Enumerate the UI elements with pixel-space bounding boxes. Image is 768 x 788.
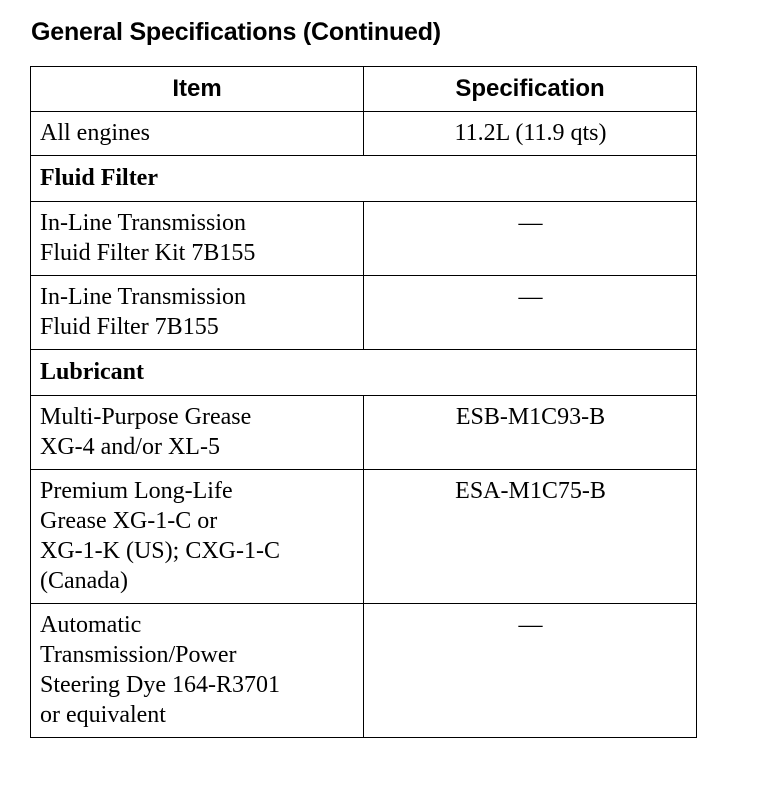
item-cell: In-Line Transmission Fluid Filter Kit 7B155 xyxy=(31,202,364,276)
table-row xyxy=(31,604,697,738)
column-header-specification: Specification xyxy=(364,67,697,112)
specification-cell: ESA-M1C75-B xyxy=(364,470,697,604)
column-header-item: Item xyxy=(31,67,364,112)
table-row xyxy=(31,470,697,604)
section-heading: Fluid Filter xyxy=(31,156,697,202)
item-cell: Multi-Purpose Grease XG-4 and/or XL-5 xyxy=(31,396,364,470)
specification-cell: — xyxy=(364,202,697,276)
table-row xyxy=(31,276,697,350)
item-cell: Automatic Transmission/Power Steering Dye 164-R3701 or equivalent xyxy=(31,604,364,738)
item-cell: Premium Long-Life Grease XG-1-C or XG-1-K (US); CXG-1-C (Canada) xyxy=(31,470,364,604)
table-header-row xyxy=(31,67,697,112)
specification-cell: — xyxy=(364,276,697,350)
specification-cell: 11.2L (11.9 qts) xyxy=(364,112,697,156)
specification-cell: — xyxy=(364,604,697,738)
item-cell: All engines xyxy=(31,112,364,156)
table-row xyxy=(31,202,697,276)
specification-cell: ESB-M1C93-B xyxy=(364,396,697,470)
section-row-lubricant xyxy=(31,350,697,396)
section-row-fluid-filter xyxy=(31,156,697,202)
table-row xyxy=(31,396,697,470)
page-title: General Specifications (Continued) xyxy=(31,18,441,46)
item-cell: In-Line Transmission Fluid Filter 7B155 xyxy=(31,276,364,350)
section-heading: Lubricant xyxy=(31,350,697,396)
specifications-table xyxy=(30,66,697,738)
table-row xyxy=(31,112,697,156)
